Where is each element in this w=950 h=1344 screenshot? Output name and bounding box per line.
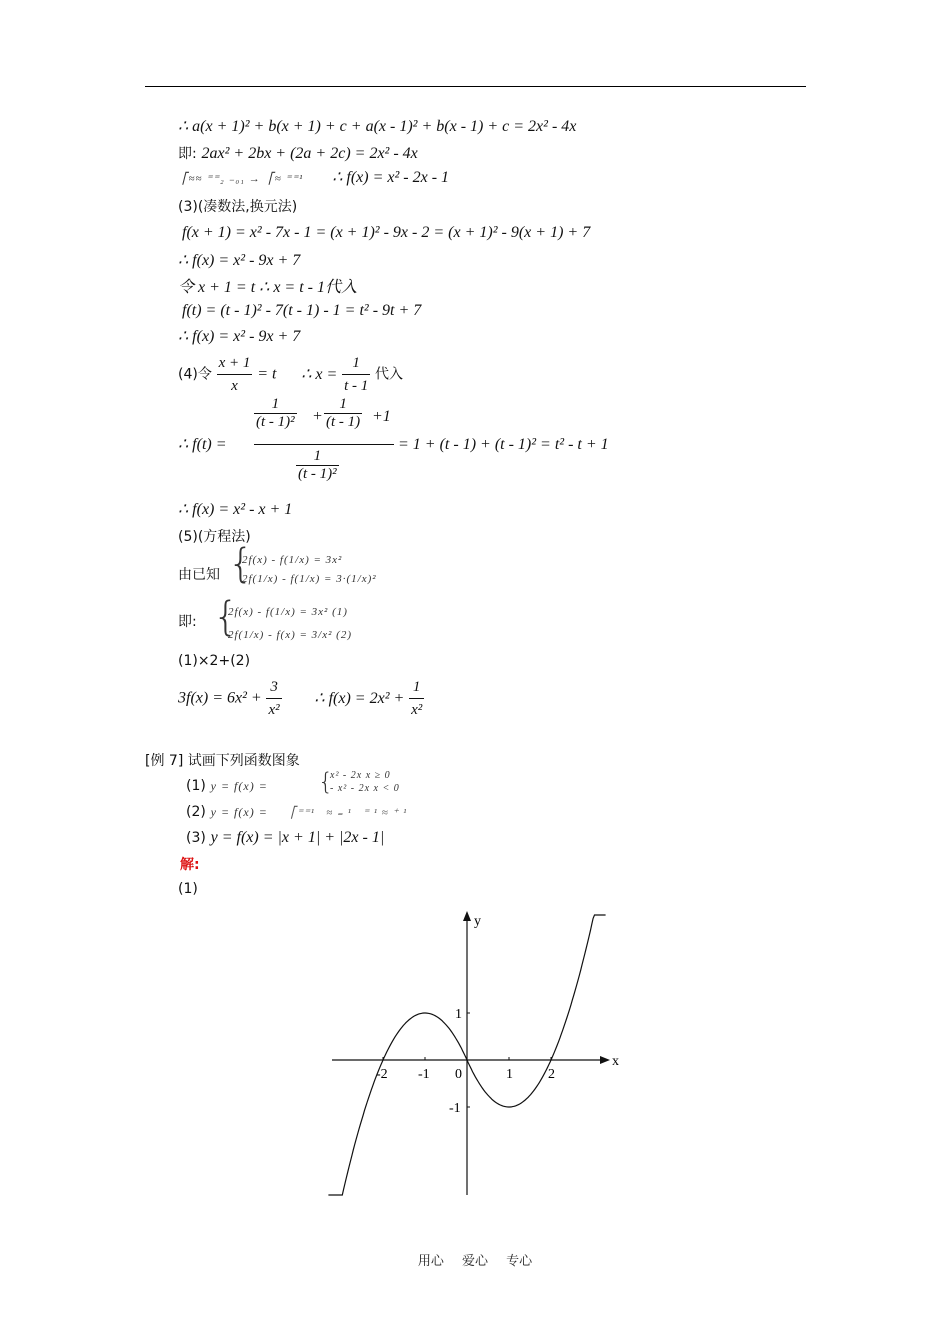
equation-result-a: ∴ f(x) = x² - 2x - 1 (332, 169, 450, 186)
section-4-final: ∴ f(x) = x² - x + 1 (178, 501, 293, 518)
function-graph (320, 905, 630, 1205)
y-tick-label: 1 (455, 1007, 462, 1022)
header-rule (145, 86, 806, 87)
big-fraction-numerator (254, 396, 394, 442)
brace-item-1-icon: { (318, 768, 334, 796)
x-axis-arrow-icon (600, 1056, 610, 1064)
item-1-label: (1) (186, 778, 206, 794)
item-2-garbled-icon: ⎡⁼⁼¹ ≈ ₌ ¹ ⁼ ¹ ≈ ⁺ ¹ (290, 807, 408, 819)
y-tick-label: -1 (449, 1101, 461, 1116)
therefore-x: ∴ x = (301, 365, 338, 383)
brace-system-1-icon: { (228, 541, 254, 587)
section-3-eq1: f(x + 1) = x² - 7x - 1 = (x + 1)² - 9x - 2 = (x + 1)² - 9(x + 1) + 7 (182, 224, 591, 241)
section-4-label: (4)令 (178, 366, 212, 383)
solution-label: 解: (180, 857, 200, 873)
section-5-known: 由已知 (178, 567, 220, 583)
num-term-a: $\frac{1}{\text{(t - 1)²}}$ (256, 396, 295, 430)
section-3-let: 令 x + 1 = t ∴ x = t - 1代入 (178, 279, 357, 296)
section-5-combine: (1)×2+(2) (178, 653, 251, 669)
result-3fx: 3f(x) = 6x² + (178, 689, 262, 707)
example-7-item-3 (186, 828, 384, 847)
plus-sign: + (312, 408, 323, 425)
system-2-eq-1: 2f(x) - f(1/x) = 3x² (1) (228, 606, 348, 618)
section-4-ft-label: ∴ f(t) = (178, 436, 227, 453)
example-7-title: [例 7] 试画下列函数图象 (145, 753, 300, 769)
x-tick-label: 2 (548, 1067, 555, 1082)
x-tick-label: 0 (455, 1067, 462, 1082)
section-5-title: (5)(方程法) (178, 529, 251, 545)
item-2-func: y = f(x) = (210, 805, 268, 819)
section-3-eq3: f(t) = (t - 1)² - 7(t - 1) - 1 = t² - 9t + 7 (182, 302, 422, 319)
example-7-item-2 (186, 802, 407, 822)
fraction-3-over-x2: $\frac{3}{\text{x²}}$ (266, 676, 281, 721)
system-2-eq-2: 2f(1/x) - f(x) = 3/x² (2) (228, 629, 352, 641)
substitute-text: 代入 (375, 366, 404, 383)
system-garbled-left-icon: ⎡≈≈ ⁼⁼₂ ₋₀₁ → ⎡≈ ⁼⁼¹ (182, 173, 304, 185)
num-term-c: +1 (372, 408, 391, 425)
fraction-1-over-x2: $\frac{1}{\text{x²}}$ (409, 676, 424, 721)
section-5-result-line (178, 676, 424, 721)
big-fraction-bar (254, 444, 394, 445)
x-tick-label: -1 (418, 1067, 430, 1082)
section-3-eq4: ∴ f(x) = x² - 9x + 7 (178, 328, 301, 345)
equation-coeff: 2ax² + 2bx + (2a + 2c) = 2x² - 4x (201, 145, 418, 162)
item-1-case-b: - x² - 2x x < 0 (330, 783, 400, 794)
fraction-1-over-t-minus-1: $\frac{1}{t - 1}$ (342, 352, 370, 397)
x-tick-label: -2 (376, 1067, 388, 1082)
solution-1-label: (1) (178, 881, 198, 897)
system-1-eq-b: 2f(1/x) - f(1/x) = 3·(1/x)² (242, 573, 377, 585)
section-5-ji: 即: (178, 614, 197, 630)
x-tick-labels (376, 1057, 555, 1082)
item-3-func: y = f(x) = |x + 1| + |2x - 1| (210, 829, 385, 846)
section-4-let-line (178, 352, 403, 397)
item-1-func: y = f(x) = (210, 779, 268, 793)
num-term-b: $\frac{1}{(t - 1)}$ (326, 396, 361, 430)
equals-t: = t (257, 365, 277, 383)
section-3-eq2: ∴ f(x) = x² - 9x + 7 (178, 252, 301, 269)
x-tick-label: 1 (506, 1067, 513, 1082)
item-2-label: (2) (186, 804, 206, 820)
equation-system-line (182, 168, 449, 188)
result-fx: ∴ f(x) = 2x² + (314, 689, 405, 707)
brace-system-2-icon: { (213, 594, 239, 640)
y-axis-arrow-icon (463, 911, 471, 921)
label-ji: 即: (178, 146, 197, 162)
section-4-result: = 1 + (t - 1) + (t - 1)² = t² - t + 1 (398, 436, 609, 453)
example-7-item-1 (186, 776, 268, 795)
footer: 用心 爱心 专心 (417, 1254, 533, 1269)
y-axis-label: y (474, 914, 481, 929)
fraction-x-plus-1-over-x: $\frac{x + 1}{x}$ (217, 352, 253, 397)
item-3-label: (3) (186, 830, 206, 846)
section-3-title: (3)(凑数法,换元法) (178, 199, 298, 215)
equation-ji-line (178, 144, 418, 163)
x-axis-label: x (612, 1054, 619, 1069)
equation-expand: ∴ a(x + 1)² + b(x + 1) + c + a(x - 1)² + b(x - 1) + c = 2x² - 4x (178, 118, 577, 135)
item-1-case-a: x² - 2x x ≥ 0 (330, 770, 391, 781)
big-fraction-denominator: $\frac{1}{\text{(t - 1)²}}$ (298, 448, 337, 482)
system-1-eq-a: 2f(x) - f(1/x) = 3x² (242, 554, 343, 566)
